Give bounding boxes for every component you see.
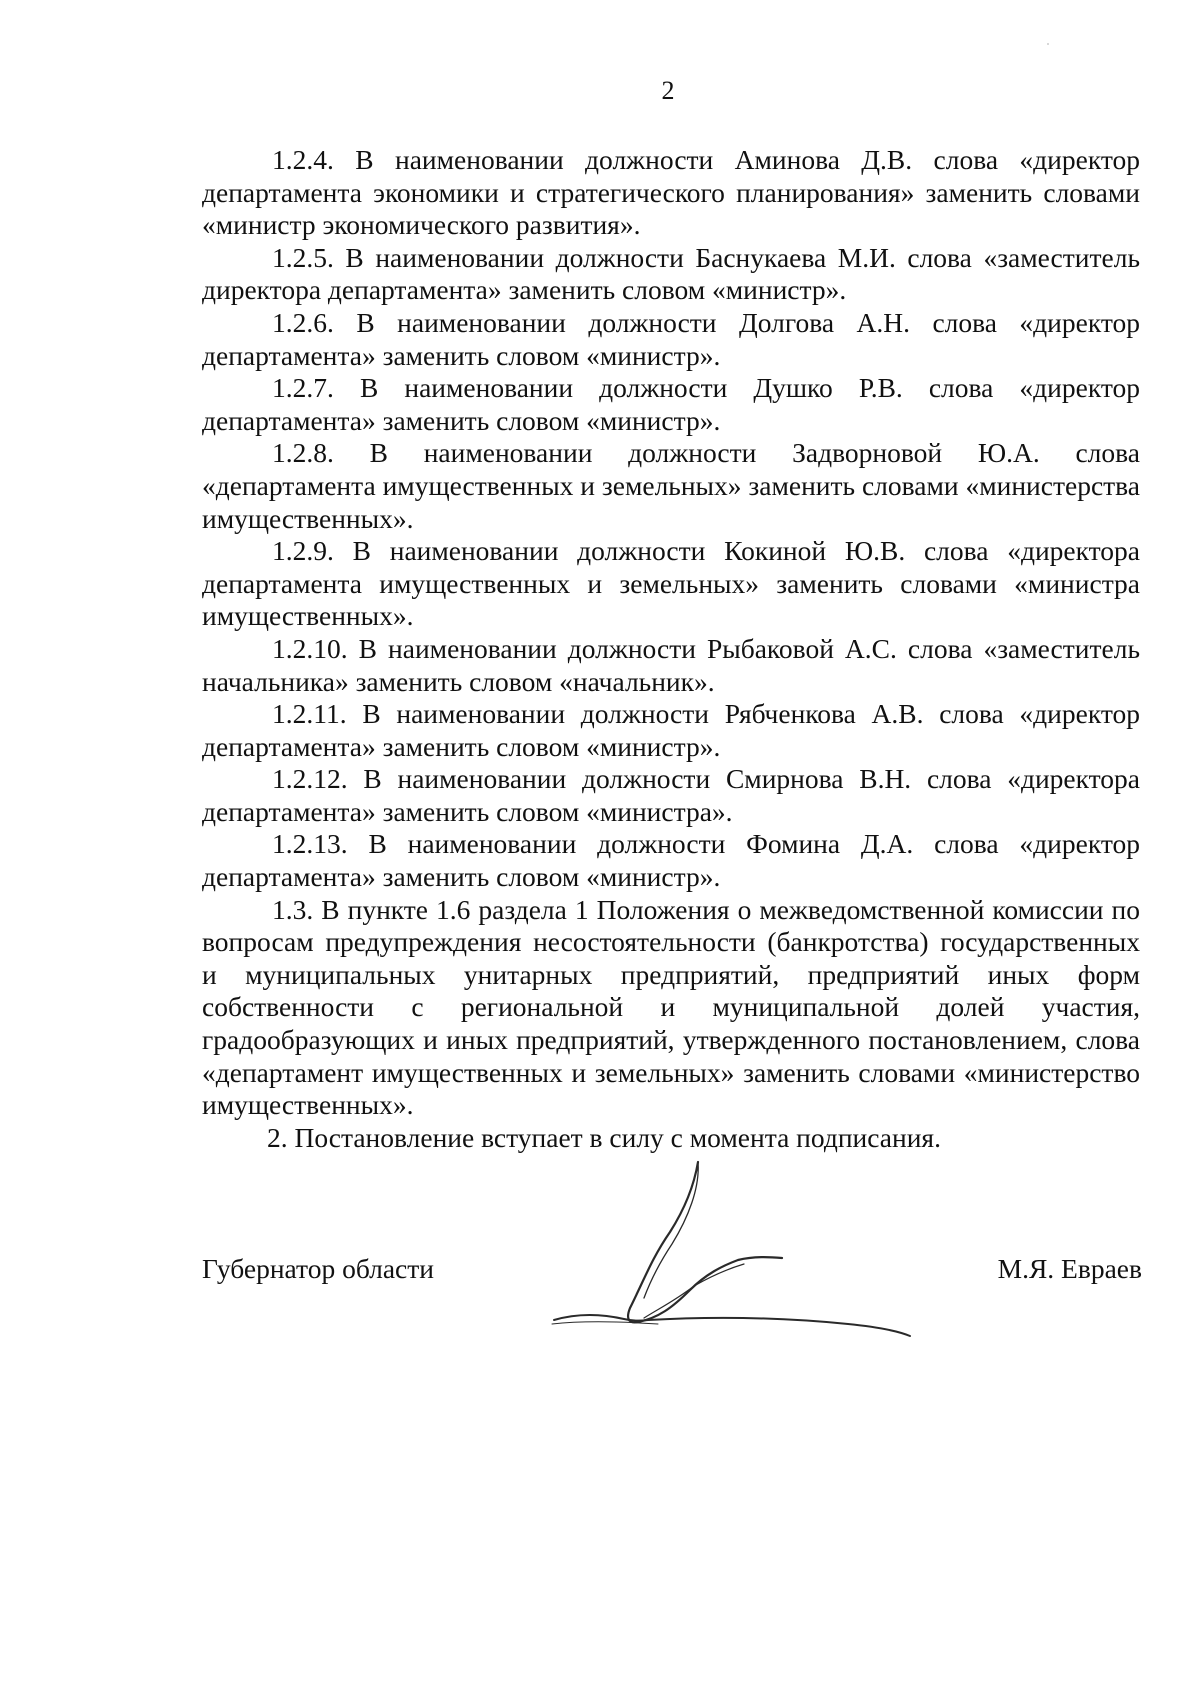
- paragraph-1-2-11: 1.2.11. В наименовании должности Рябченкова А.В. слова «директор департамента» заменить словом «министр».: [202, 698, 1140, 762]
- paragraph-1-2-8: 1.2.8. В наименовании должности Задворновой Ю.А. слова «департамента имущественных и земельных» заменить словами «министерства имущественных».: [202, 437, 1140, 534]
- paragraph-1-2-12: 1.2.12. В наименовании должности Смирнова В.Н. слова «директора департамента» заменить словом «министра».: [202, 763, 1140, 827]
- handwritten-signature: [548, 1158, 938, 1338]
- document-body: [202, 144, 1140, 1154]
- paragraph-1-2-13: 1.2.13. В наименовании должности Фомина Д.А. слова «директор департамента» заменить словом «министр».: [202, 828, 1140, 893]
- paragraph-1-2-10: 1.2.10. В наименовании должности Рыбаковой А.С. слова «заместитель начальника» заменить словом «начальник».: [202, 632, 1140, 697]
- signatory-position: Губернатор области: [202, 1253, 434, 1284]
- paragraph-1-2-9: 1.2.9. В наименовании должности Кокиной Ю.В. слова «директора департамента имущественных и земельных» заменить словами «министра имущественных».: [202, 535, 1140, 632]
- paragraph-1-2-7: 1.2.7. В наименовании должности Душко Р.В. слова «директор департамента» заменить словом «министр».: [202, 372, 1140, 436]
- scan-speck: [1047, 43, 1049, 45]
- paragraph-1-2-4: 1.2.4. В наименовании должности Аминова Д.В. слова «директор департамента экономики и стратегического планирования» заменить словами «министр экономического развития».: [202, 144, 1140, 241]
- paragraph-2-effective-date: 2. Постановление вступает в силу с момента подписания.: [267, 1121, 941, 1153]
- page-number: 2: [661, 76, 675, 105]
- signatory-name: М.Я. Евраев: [997, 1253, 1142, 1284]
- paragraph-1-2-5: 1.2.5. В наименовании должности Баснукаева М.И. слова «заместитель директора департамента» заменить словом «министр».: [202, 241, 1140, 306]
- paragraph-1-2-6: 1.2.6. В наименовании должности Долгова А.Н. слова «директор департамента» заменить словом «министр».: [202, 306, 1140, 371]
- paragraph-1-3: 1.3. В пункте 1.6 раздела 1 Положения о межведомственной комиссии по вопросам предупреждения несостоятельности (банкротства) государственных и муниципальных унитарных предприятий, предприятий иных форм собственности с региональной и муниципальной долей участия, градообразующих и иных предприятий, утвержденного постановлением, слова «департамент имущественных и земельных» заменить словами «министерство имущественных».: [202, 893, 1140, 1121]
